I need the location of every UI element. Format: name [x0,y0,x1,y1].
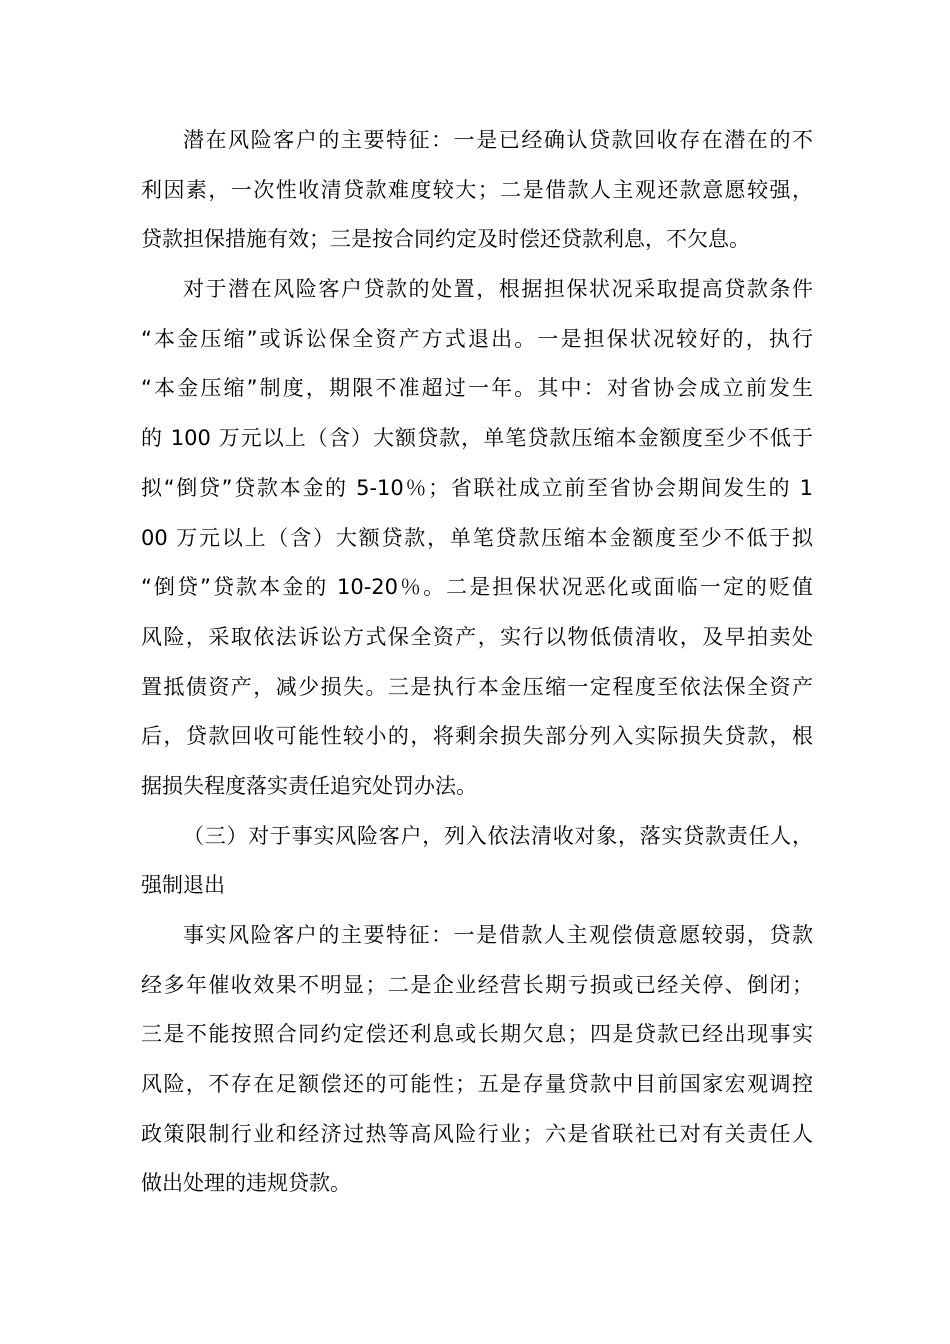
text-line: 的 100 万元以上（含）大额贷款，单笔贷款压缩本金额度至少不低于 [141,426,813,451]
text-line: “本金压缩”或诉讼保全资产方式退出。一是担保状况较好的，执行 [141,326,813,351]
text-line: 对于潜在风险客户贷款的处置，根据担保状况采取提高贷款条件 [183,277,813,302]
para-potential-risk-features [141,116,813,265]
para-potential-risk-handling [141,265,813,812]
text-line: 据损失程度落实责任追究处罚办法。 [141,773,477,798]
text-line: 贷款担保措施有效；三是按合同约定及时偿还贷款利息，不欠息。 [141,227,750,252]
para-actual-risk-features [141,911,813,1209]
text-line: “倒贷”贷款本金的 10-20％。二是担保状况恶化或面临一定的贬值 [141,575,813,600]
text-line: 风险，不存在足额偿还的可能性；五是存量贷款中目前国家宏观调控 [141,1072,813,1097]
document-body [141,116,813,1209]
text-line: 做出处理的违规贷款。 [141,1171,351,1196]
text-line: 后，贷款回收可能性较小的，将剩余损失部分列入实际损失贷款，根 [141,724,813,749]
text-line: 风险，采取依法诉讼方式保全资产，实行以物低债清收，及早拍卖处 [141,624,813,649]
text-line: “本金压缩”制度，期限不准超过一年。其中：对省协会成立前发生 [141,376,813,401]
text-line: 事实风险客户的主要特征：一是借款人主观偿债意愿较弱，贷款 [183,923,813,947]
text-line: 拟“倒贷”贷款本金的 5-10％；省联社成立前至省协会期间发生的 1 [141,475,813,500]
text-line: 00 万元以上（含）大额贷款，单笔贷款压缩本金额度至少不低于拟 [141,525,813,550]
text-line: 经多年催收效果不明显；二是企业经营长期亏损或已经关停、倒闭； [141,972,813,997]
text-line: 置抵债资产，减少损失。三是执行本金压缩一定程度至依法保全资产 [141,674,813,699]
text-line: 强制退出 [141,873,225,898]
text-line: 政策限制行业和经济过热等高风险行业；六是省联社已对有关责任人 [141,1121,813,1146]
text-line: 三是不能按照合同约定偿还利息或长期欠息；四是贷款已经出现事实 [141,1022,813,1047]
heading-actual-risk [141,812,813,911]
text-line: 利因素，一次性收清贷款难度较大；二是借款人主观还款意愿较强， [141,177,813,202]
text-line: 潜在风险客户的主要特征：一是已经确认贷款回收存在潜在的不 [183,128,813,152]
text-line: （三）对于事实风险客户，列入依法清收对象，落实贷款责任人， [183,823,813,848]
